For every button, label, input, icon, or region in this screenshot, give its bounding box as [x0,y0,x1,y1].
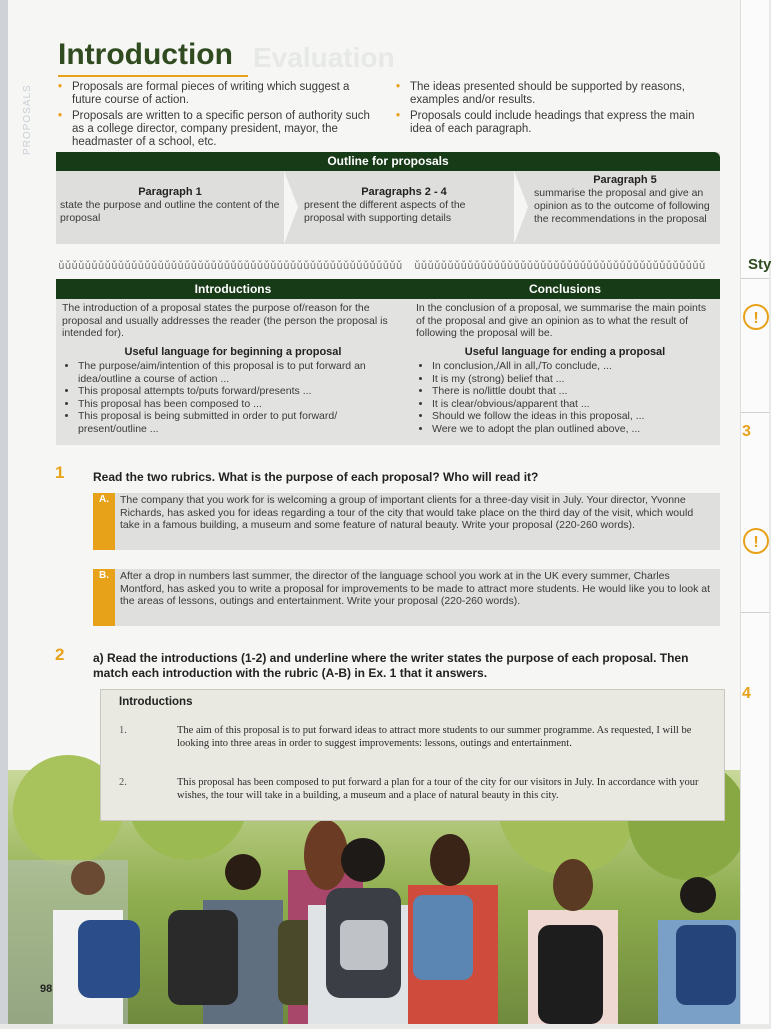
introductions-panel [100,689,725,821]
conclusions-text: In the conclusion of a proposal, we summarise the main points of the proposal and give an opinion as to what the result of following the proposal will be. [416,302,707,339]
outline-paragraph-1 [60,171,280,259]
rubric-letter: B. [93,569,115,626]
list-item: • This proposal attempts to/puts forward/presents ... [78,385,404,398]
introduction-number: 2. [119,777,127,788]
chevron-divider [284,171,298,244]
facing-exercise-number: 4 [742,685,751,702]
outline-box [56,152,720,244]
exercise-1-instruction: Read the two rubrics. What is the purpose of each proposal? Who will read it? [93,470,539,484]
rubric-text: The company that you work for is welcoming a group of important clients for a three-day visit in July. Your director, Yvonne Richards, has asked you for ideas regarding a tour of the city that would take place on the third day of the visit, which would take in a famous building, a museum and some feature of natural beauty. Write your proposal (220-260 words). [120,494,694,531]
outline-paragraph-title: Paragraphs 2 - 4 [361,186,447,198]
list-item: • The purpose/aim/intention of this proposal is to put forward an idea/outline a course of action ... [78,360,404,385]
introduction-number: 1. [119,725,127,736]
divider [741,412,769,413]
side-tab: PROPOSALS [22,84,33,155]
introduction-1 [119,724,709,750]
useful-language-heading: Useful language for beginning a proposal [124,345,342,358]
exclamation-icon: ! [743,304,769,330]
outline-paragraph-text: summarise the proposal and give an opinion as to the outcome of following the recommendations in the proposal [534,187,710,225]
facing-page-edge [740,0,769,1024]
useful-language-list [416,360,714,435]
list-item: • This proposal is being submitted in order to put forward/ present/outline ... [78,410,404,435]
rubric-letter: A. [93,493,115,550]
intro-bullets-left [58,81,378,152]
introduction-text: The aim of this proposal is to put forward ideas to attract more students to our summer programme. As requested, I will be looking into three areas in order to suggest improvements: lessons, outings and entertainment. [177,725,692,749]
conclusions-box [410,299,720,445]
introduction-text: This proposal has been composed to put forward a plan for a tour of the city for our visitors in July. In accordance with your wishes, the tour will take in a building, a museum and a place of natural beauty in this city. [177,777,699,801]
ghost-heading: Evaluation [253,42,395,73]
intro-bullets-right [396,81,716,139]
facing-exercise-number: 3 [742,423,751,440]
list-item: • Should we follow the ideas in this proposal, ... [432,410,714,423]
exercise-2-instruction: a) Read the introductions (1-2) and underline where the writer states the purpose of each proposal. Then match each introduction with the rubric (A-B) in Ex. 1 that it answers. [93,651,689,680]
bullet-item: • Proposals could include headings that express the main idea of each paragraph. [396,110,716,136]
bullet-item: • Proposals are formal pieces of writing which suggest a future course of action. [58,81,378,107]
divider [741,612,769,613]
outline-paragraph-3 [534,171,716,247]
outline-paragraph-title: Paragraph 1 [138,186,202,198]
outline-paragraph-text: present the different aspects of the proposal with supporting details [304,199,466,224]
page-title: Introduction [58,38,233,71]
exercise-number: 2 [55,645,65,664]
useful-language-list [62,360,404,435]
page-number: 98 [40,983,53,995]
list-item: • Were we to adopt the plan outlined above, ... [432,423,714,436]
bullet-item: • The ideas presented should be supported by reasons, examples and/or results. [396,81,716,107]
exclamation-icon: ! [743,528,769,554]
introductions-text: The introduction of a proposal states the purpose of/reason for the proposal and usually addresses the reader (the person the proposal is intended for). [62,302,388,339]
introductions-heading: Introductions [56,279,410,299]
book-spine [0,0,8,1024]
introductions-panel-heading: Introductions [119,696,193,708]
rubric-b [93,569,720,626]
spiral-binding: ǔǔǔǔǔǔǔǔǔǔǔǔǔǔǔǔǔǔǔǔǔǔǔǔǔǔǔǔǔǔǔǔǔǔǔǔǔǔǔǔǔǔǔǔ [414,259,706,272]
outline-paragraph-2 [304,171,504,259]
list-item: • It is clear/obvious/apparent that ... [432,398,714,411]
list-item: • There is no/little doubt that ... [432,385,714,398]
facing-page-heading: Sty [748,256,771,273]
textbook-page [8,0,740,1024]
outline-paragraph-title: Paragraph 5 [593,174,657,186]
list-item: • This proposal has been composed to ... [78,398,404,411]
introduction-2 [119,776,709,802]
list-item: • It is my (strong) belief that ... [432,373,714,386]
useful-language-heading: Useful language for ending a proposal [464,345,666,358]
chevron-divider [514,171,528,244]
rubric-text: After a drop in numbers last summer, the director of the language school you work at in the UK every summer, Charles Montford, has asked you to write a proposal for improvements to be made to attract more students. He would like you to look at the areas of lessons, outings and entertainment. Write your proposal (220-260 words). [120,570,711,607]
rubric-a [93,493,720,550]
bullet-item: • Proposals are written to a specific person of authority such as a college director, company president, mayor, the headmaster of a school, etc. [58,110,378,149]
spiral-binding: ǔǔǔǔǔǔǔǔǔǔǔǔǔǔǔǔǔǔǔǔǔǔǔǔǔǔǔǔǔǔǔǔǔǔǔǔǔǔǔǔǔǔǔǔǔǔǔǔǔǔǔǔ [58,259,403,272]
exercise-number: 1 [55,463,65,482]
outline-paragraph-text: state the purpose and outline the content of the proposal [60,199,280,224]
title-underline [58,75,248,77]
divider [741,278,769,279]
conclusions-heading: Conclusions [410,279,720,299]
outline-heading: Outline for proposals [56,152,720,171]
introductions-box [56,299,410,445]
list-item: • In conclusion,/All in all,/To conclude, ... [432,360,714,373]
